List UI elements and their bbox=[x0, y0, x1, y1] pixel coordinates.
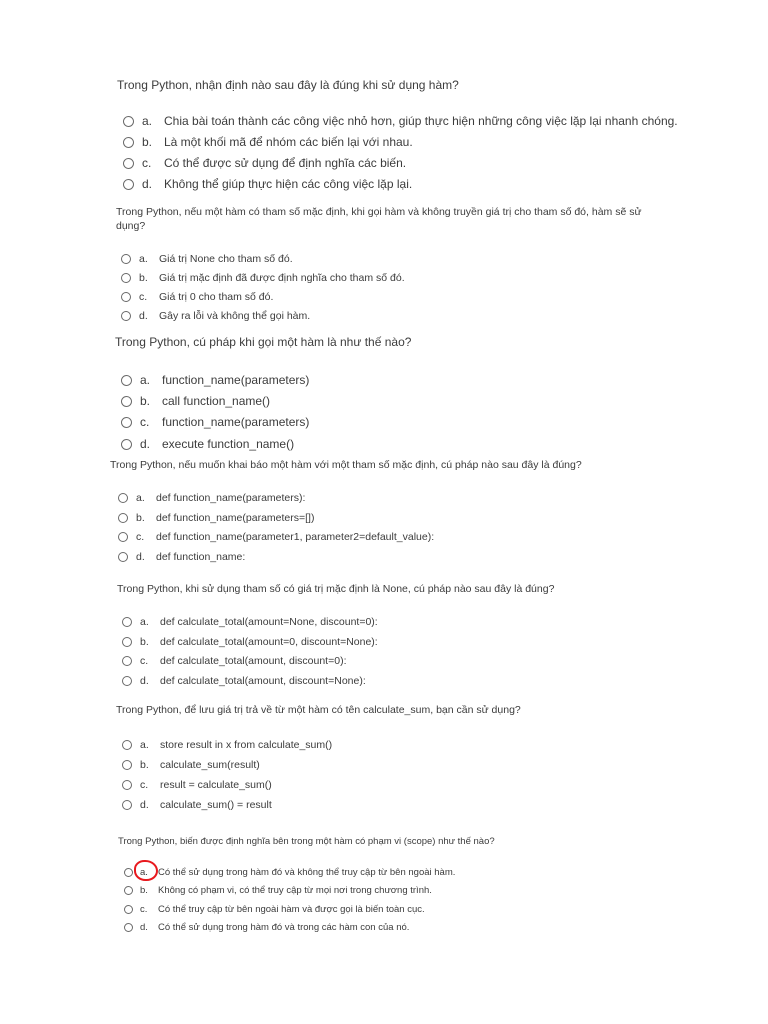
radio-button[interactable] bbox=[124, 905, 133, 914]
option-letter: d. bbox=[140, 437, 151, 451]
question-4-option-d[interactable] bbox=[118, 551, 245, 563]
question-7-text: Trong Python, biến được định nghĩa bên trong một hàm có phạm vi (scope) như thế nào? bbox=[118, 836, 495, 847]
option-letter: c. bbox=[142, 156, 152, 170]
question-7-option-a[interactable] bbox=[124, 867, 455, 878]
radio-button[interactable] bbox=[122, 740, 132, 750]
option-text: function_name(parameters) bbox=[162, 415, 310, 429]
option-letter: a. bbox=[140, 373, 151, 387]
option-letter: a. bbox=[140, 739, 149, 751]
option-letter: b. bbox=[140, 394, 151, 408]
option-letter: c. bbox=[140, 779, 149, 791]
radio-button[interactable] bbox=[121, 292, 131, 302]
radio-button[interactable] bbox=[122, 656, 132, 666]
option-text: call function_name() bbox=[162, 394, 271, 408]
radio-button[interactable] bbox=[121, 396, 132, 407]
option-text: Có thể được sử dụng để định nghĩa các biến. bbox=[164, 156, 407, 170]
radio-button[interactable] bbox=[121, 417, 132, 428]
option-letter: a. bbox=[136, 492, 145, 504]
question-2-text-line-2: dụng? bbox=[116, 220, 146, 232]
option-text: calculate_sum(result) bbox=[160, 759, 260, 771]
option-letter: d. bbox=[140, 922, 148, 933]
question-5-option-c[interactable] bbox=[122, 655, 347, 667]
radio-button[interactable] bbox=[121, 273, 131, 283]
radio-button[interactable] bbox=[122, 800, 132, 810]
question-6-option-b[interactable] bbox=[122, 759, 260, 771]
radio-button[interactable] bbox=[123, 179, 134, 190]
radio-button[interactable] bbox=[123, 116, 134, 127]
question-5-option-b[interactable] bbox=[122, 636, 378, 648]
option-letter: b. bbox=[136, 512, 145, 524]
option-text: def calculate_total(amount=0, discount=None): bbox=[160, 636, 378, 648]
option-text: def function_name(parameters=[]) bbox=[156, 512, 315, 524]
question-2-option-d[interactable] bbox=[121, 310, 310, 322]
option-letter: b. bbox=[140, 759, 149, 771]
question-3-option-c[interactable] bbox=[121, 415, 309, 429]
option-letter: c. bbox=[140, 415, 150, 429]
question-5-text: Trong Python, khi sử dụng tham số có giá trị mặc định là None, cú pháp nào sau đây là đúng? bbox=[117, 583, 555, 595]
radio-button[interactable] bbox=[118, 493, 128, 503]
option-text: result = calculate_sum() bbox=[160, 779, 272, 791]
option-letter: c. bbox=[136, 531, 145, 543]
question-7-option-d[interactable] bbox=[124, 922, 409, 933]
option-text: def calculate_total(amount, discount=None): bbox=[160, 675, 366, 687]
question-3-text: Trong Python, cú pháp khi gọi một hàm là như thế nào? bbox=[115, 335, 412, 349]
option-text: def function_name: bbox=[156, 551, 246, 563]
option-letter: a. bbox=[140, 867, 148, 878]
question-6-option-c[interactable] bbox=[122, 779, 272, 791]
question-6-option-d[interactable] bbox=[122, 799, 272, 811]
radio-button[interactable] bbox=[121, 311, 131, 321]
option-text: calculate_sum() = result bbox=[160, 799, 272, 811]
question-2-option-c[interactable] bbox=[121, 291, 273, 303]
question-6-option-a[interactable] bbox=[122, 739, 332, 751]
question-4-option-a[interactable] bbox=[118, 492, 305, 504]
question-7-option-c[interactable] bbox=[124, 904, 425, 915]
option-letter: b. bbox=[140, 636, 149, 648]
option-text: Giá trị 0 cho tham số đó. bbox=[159, 291, 274, 303]
option-letter: a. bbox=[140, 616, 149, 628]
radio-button[interactable] bbox=[122, 676, 132, 686]
question-2-text-line-1: Trong Python, nếu một hàm có tham số mặc định, khi gọi hàm và không truyền giá trị cho tham số đó, hàm sẽ sử bbox=[116, 206, 642, 218]
option-text: Là một khối mã để nhóm các biến lại với nhau. bbox=[164, 135, 413, 149]
option-letter: d. bbox=[140, 675, 149, 687]
option-letter: a. bbox=[142, 114, 153, 128]
option-letter: b. bbox=[140, 885, 148, 896]
question-2-option-b[interactable] bbox=[121, 272, 405, 284]
option-text: Có thể truy cập từ bên ngoài hàm và được gọi là biến toàn cục. bbox=[158, 904, 425, 915]
question-3-option-b[interactable] bbox=[121, 394, 270, 408]
option-letter: d. bbox=[139, 310, 148, 322]
option-letter: d. bbox=[142, 177, 153, 191]
option-letter: c. bbox=[140, 655, 149, 667]
radio-button[interactable] bbox=[124, 868, 133, 877]
radio-button[interactable] bbox=[118, 532, 128, 542]
option-text: Giá trị None cho tham số đó. bbox=[159, 253, 293, 265]
option-text: Không thể giúp thực hiện các công việc lặp lại. bbox=[164, 177, 413, 191]
radio-button[interactable] bbox=[118, 552, 128, 562]
option-text: store result in x from calculate_sum() bbox=[160, 739, 333, 751]
option-letter: d. bbox=[140, 799, 149, 811]
question-6-text: Trong Python, để lưu giá trị trả về từ một hàm có tên calculate_sum, bạn cần sử dụng? bbox=[116, 704, 521, 716]
radio-button[interactable] bbox=[118, 513, 128, 523]
option-text: def calculate_total(amount, discount=0): bbox=[160, 655, 347, 667]
question-1-option-b[interactable] bbox=[123, 135, 413, 149]
option-text: execute function_name() bbox=[162, 437, 295, 451]
question-4-text: Trong Python, nếu muốn khai báo một hàm với một tham số mặc định, cú pháp nào sau đây là đúng? bbox=[110, 459, 582, 471]
radio-button[interactable] bbox=[122, 780, 132, 790]
question-3-option-a[interactable] bbox=[121, 373, 309, 387]
option-text: Có thể sử dụng trong hàm đó và trong các hàm con của nó. bbox=[158, 922, 410, 933]
radio-button[interactable] bbox=[122, 617, 132, 627]
question-1-option-c[interactable] bbox=[123, 156, 406, 170]
question-5-option-a[interactable] bbox=[122, 616, 378, 628]
question-1-option-d[interactable] bbox=[123, 177, 412, 191]
radio-button[interactable] bbox=[123, 158, 134, 169]
radio-button[interactable] bbox=[121, 254, 131, 264]
red-circle-annotation bbox=[134, 860, 158, 881]
question-3-option-d[interactable] bbox=[121, 437, 294, 451]
radio-button[interactable] bbox=[123, 137, 134, 148]
option-text: def function_name(parameter1, parameter2=default_value): bbox=[156, 531, 435, 543]
question-2-option-a[interactable] bbox=[121, 253, 293, 265]
option-text: Có thể sử dụng trong hàm đó và không thể truy cập từ bên ngoài hàm. bbox=[158, 867, 456, 878]
option-text: Gây ra lỗi và không thể gọi hàm. bbox=[159, 310, 311, 322]
radio-button[interactable] bbox=[124, 886, 133, 895]
option-letter: a. bbox=[139, 253, 148, 265]
option-text: def calculate_total(amount=None, discount=0): bbox=[160, 616, 378, 628]
question-7-option-b[interactable] bbox=[124, 885, 432, 896]
radio-button[interactable] bbox=[122, 760, 132, 770]
option-text: Chia bài toán thành các công việc nhỏ hơn, giúp thực hiện những công việc lặp lại nhanh chóng. bbox=[164, 114, 678, 128]
option-letter: c. bbox=[140, 904, 148, 915]
option-text: function_name(parameters) bbox=[162, 373, 310, 387]
radio-button[interactable] bbox=[124, 923, 133, 932]
option-text: Giá trị mặc định đã được định nghĩa cho tham số đó. bbox=[159, 272, 405, 284]
option-text: Không có phạm vi, có thể truy cập từ mọi nơi trong chương trình. bbox=[158, 885, 432, 896]
option-letter: c. bbox=[139, 291, 148, 303]
radio-button[interactable] bbox=[121, 439, 132, 450]
question-5-option-d[interactable] bbox=[122, 675, 366, 687]
option-letter: b. bbox=[139, 272, 148, 284]
question-4-option-b[interactable] bbox=[118, 512, 314, 524]
option-text: def function_name(parameters): bbox=[156, 492, 306, 504]
radio-button[interactable] bbox=[121, 375, 132, 386]
question-1-option-a[interactable] bbox=[123, 114, 678, 128]
option-letter: d. bbox=[136, 551, 145, 563]
question-1-text: Trong Python, nhận định nào sau đây là đúng khi sử dụng hàm? bbox=[117, 78, 459, 92]
option-letter: b. bbox=[142, 135, 153, 149]
question-4-option-c[interactable] bbox=[118, 531, 434, 543]
radio-button[interactable] bbox=[122, 637, 132, 647]
